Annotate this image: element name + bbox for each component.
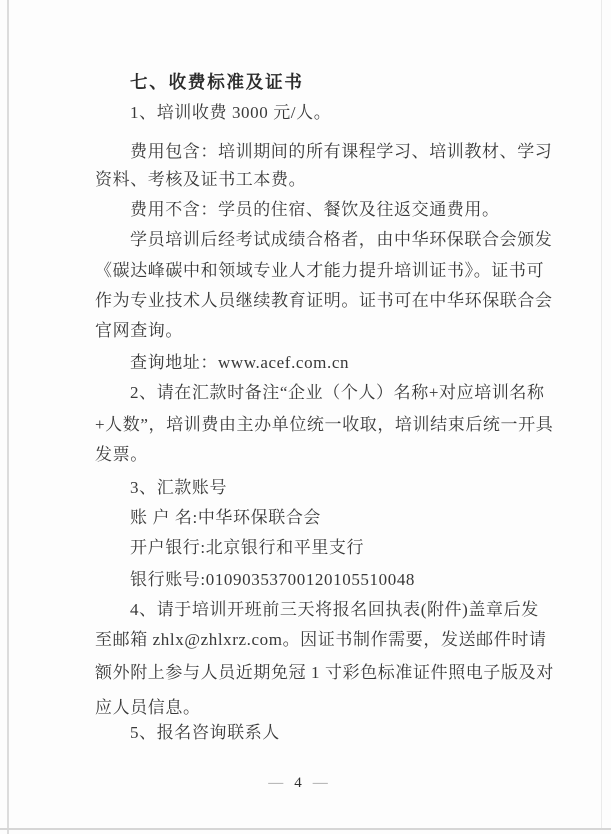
document-line-certificate-4: 官网查询。 [95,321,183,340]
scan-edge-bottom-line [0,828,611,830]
document-line-remittance-2: +人数”，培训费由主办单位统一收取，培训结束后统一开具 [95,415,554,434]
document-line-certificate-2: 《碳达峰碳中和领域专业人才能力提升培训证书》。证书可 [95,261,545,280]
page-number-dash-right: — [312,775,328,791]
document-line-remittance-3: 发票。 [95,445,148,464]
document-line-contact-heading: 5、报名咨询联系人 [130,723,280,742]
document-line-bank-name: 开户银行:北京银行和平里支行 [130,538,365,557]
document-line-certificate-1: 学员培训后经考试成绩合格者，由中华环保联合会颁发 [130,230,553,249]
document-line-registration-3: 额外附上参与人员近期免冠 1 寸彩色标准证件照电子版及对 [95,663,554,682]
scan-edge-left-line [7,0,9,834]
page-number [0,775,596,792]
document-line-account-name: 账 户 名:中华环保联合会 [130,508,322,527]
document-line-fee-excludes: 费用不含：学员的住宿、餐饮及往返交通费用。 [130,200,500,219]
document-line-registration-2: 至邮箱 zhlx@zhlxrz.com。因证书制作需要，发送邮件时请 [95,630,547,649]
document-line-account-number: 银行账号:01090353700120105510048 [130,570,416,589]
document-line-certificate-3: 作为专业技术人员继续教育证明。证书可在中华环保联合会 [95,291,553,310]
document-line-registration-1: 4、请于培训开班前三天将报名回执表(附件)盖章后发 [130,600,539,619]
scan-edge-right-line [601,0,602,830]
document-line-registration-4: 应人员信息。 [95,698,201,717]
document-line-fee-includes: 费用包含：培训期间的所有课程学习、培训教材、学习 [130,142,553,161]
document-line-training-fee: 1、培训收费 3000 元/人。 [130,103,332,122]
section-heading: 七、收费标准及证书 [130,72,304,92]
document-line-account-heading: 3、汇款账号 [130,478,228,497]
document-line-fee-includes-2: 资料、考核及证书工本费。 [95,170,307,189]
page-number-dash-left: — [268,775,284,791]
document-line-query-url: 查询地址：www.acef.com.cn [130,353,350,372]
page-number-value: 4 [294,775,302,791]
document-line-remittance-1: 2、请在汇款时备注“企业（个人）名称+对应培训名称 [130,383,545,402]
